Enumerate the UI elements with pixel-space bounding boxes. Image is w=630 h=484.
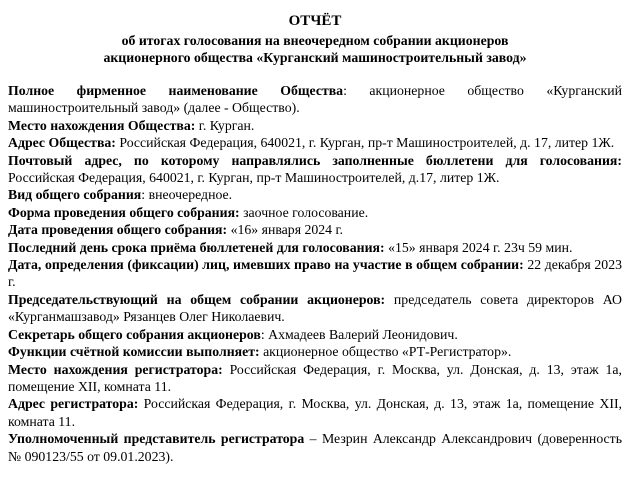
field-counting-commission <box>8 343 622 360</box>
field-value: Мезрин Александр Александрович (доверенность № 090123/55 от 09.01.2023). <box>8 431 623 464</box>
field-label: Уполномоченный представитель регистратора <box>8 431 305 447</box>
field-label: Адрес регистратора: <box>8 396 139 412</box>
field-value: «16» января 2024 г. <box>230 222 344 238</box>
field-registrar-representative <box>8 430 622 465</box>
field-record-date <box>8 256 622 291</box>
field-ballot-deadline <box>8 239 622 256</box>
field-label: Почтовый адрес, по которому направлялись заполненные бюллетени для голосования: <box>8 152 622 168</box>
field-value: акционерное общество «РТ-Регистратор». <box>263 344 512 360</box>
field-registrar-address <box>8 395 622 430</box>
field-separator: : <box>260 326 269 342</box>
field-meeting-type <box>8 186 622 203</box>
field-registrar-location <box>8 361 622 396</box>
report-fields <box>8 82 622 465</box>
field-value: Российская Федерация, 640021, г. Курган, пр-т Машиностроителей, д. 17, литер 1Ж. <box>119 135 615 151</box>
field-value: внеочередное. <box>148 187 233 203</box>
field-label: Последний день срока приёма бюллетеней для голосования: <box>8 239 385 255</box>
field-label: Дата, определения (фиксации) лиц, имевших право на участие в общем собрании: <box>8 257 524 273</box>
field-value: 22 декабря 2023 г. <box>8 257 622 290</box>
field-label: Место нахождения Общества: <box>8 117 196 133</box>
field-label: Функции счётной комиссии выполняет: <box>8 344 260 360</box>
field-value: Российская Федерация, г. Москва, ул. Донская, д. 13, этаж 1а, помещение XII, комната 11. <box>8 361 622 394</box>
field-separator: – <box>304 431 322 447</box>
field-company-location <box>8 117 622 134</box>
field-value: г. Курган. <box>198 117 255 133</box>
field-label: Вид общего собрания <box>8 187 142 203</box>
field-company-address <box>8 134 622 151</box>
report-subtitle-line-2: акционерного общества «Курганский машиностроительный завод» <box>103 50 527 65</box>
field-chairman <box>8 291 622 326</box>
field-separator: : <box>141 187 149 203</box>
field-value: Ахмадеев Валерий Леонидович. <box>268 326 458 342</box>
field-separator <box>223 362 230 377</box>
field-label: Место нахождения регистратора: <box>8 361 223 377</box>
field-label: Секретарь общего собрания акционеров <box>8 326 261 342</box>
field-value: акционерное общество «Курганский машиностроительный завод» (далее - Общество). <box>8 83 622 116</box>
field-value: заочное голосование. <box>243 204 369 220</box>
field-separator: : <box>343 83 370 98</box>
field-meeting-form <box>8 204 622 221</box>
field-value: «15» января 2024 г. 23ч 59 мин. <box>388 239 573 255</box>
field-value: Российская Федерация, г. Москва, ул. Донская, д. 13, этаж 1а, помещение XII, комната 11. <box>8 396 622 429</box>
field-label: Форма проведения общего собрания: <box>8 204 240 220</box>
field-meeting-date <box>8 221 622 238</box>
field-label: Председательствующий на общем собрании акционеров: <box>8 291 386 307</box>
field-label: Дата проведения общего собрания: <box>8 222 228 238</box>
field-separator <box>385 292 394 307</box>
report-subtitle-line-1: об итогах голосования на внеочередном собрании акционеров <box>121 33 509 48</box>
field-value: председатель совета директоров АО «Курганмашзавод» Рязанцев Олег Николаевич. <box>8 291 622 325</box>
report-title: ОТЧЁТ <box>288 13 342 29</box>
field-label: Полное фирменное наименование Общества <box>8 83 344 98</box>
field-full-company-name <box>8 82 622 117</box>
field-value: Российская Федерация, 640021, г. Курган, пр-т Машиностроителей, д.17, литер 1Ж. <box>8 170 500 186</box>
field-label: Адрес Общества: <box>8 135 116 151</box>
field-secretary <box>8 326 622 343</box>
field-postal-address <box>8 152 622 187</box>
